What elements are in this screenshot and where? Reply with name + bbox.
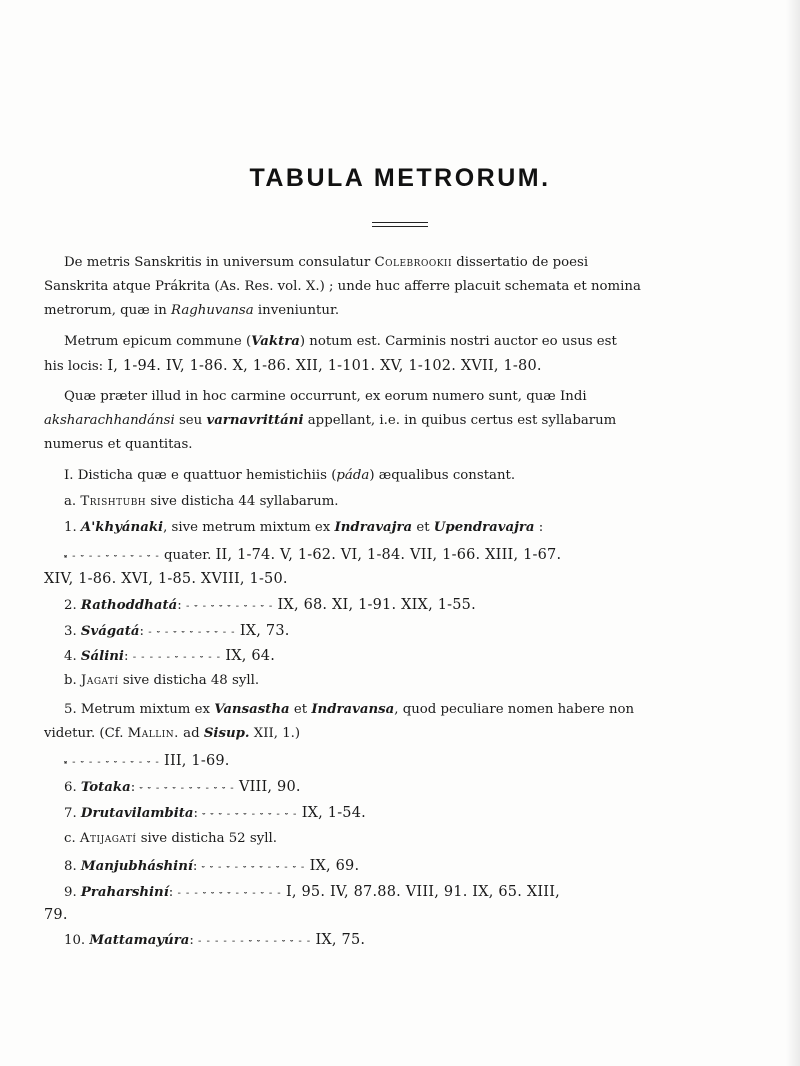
entry-text: : <box>193 806 203 821</box>
metre-scheme: ⏑ ⏑ - ⏑ ⏑ - ⏑ ⏑ - ⏑ ⏑ - <box>139 783 235 794</box>
references: XIV, 1-86. XVI, 1-85. XVIII, 1-50. <box>44 571 288 587</box>
section-text: I. Disticha quæ e quattuor hemistichiis ( <box>64 468 337 483</box>
metre-scheme: ⏑ ⏑ - ⏑ - ⏑ ⏑ ⏑ - ⏑ - ⏑ - <box>201 862 306 873</box>
work-title: Raghuvansa <box>171 303 254 318</box>
term: aksharachhandánsi <box>44 413 175 428</box>
entry-text: : <box>538 520 544 535</box>
page-edge-shadow <box>786 0 800 1066</box>
entry-number: 7. <box>64 806 77 821</box>
metre-entry <box>64 858 359 874</box>
metre-scheme: ⏓ - ⏑ - - ⏑ ⏑ - ⏑ - ⏑ - <box>64 757 160 768</box>
metre-class: Atijagatí <box>79 831 137 846</box>
entry-text: et <box>416 520 430 535</box>
intro-line-1 <box>64 255 588 270</box>
references-line <box>44 571 288 587</box>
metre-class: Jagatí <box>80 673 119 688</box>
metre-name: Totaka <box>80 780 131 795</box>
title-rule-top <box>372 222 428 223</box>
epic-text: Metrum epicum commune ( <box>64 334 252 349</box>
references: I, 1-94. IV, 1-86. X, 1-86. XII, 1-101. XV, 1-102. XVII, 1-80. <box>107 358 542 374</box>
metre-name: Rathoddhatá <box>80 598 178 613</box>
references: IX, 1-54. <box>301 805 366 821</box>
page-title: TABULA METRORUM. <box>249 164 551 192</box>
references: IX, 75. <box>315 932 366 948</box>
intro-text: inveniuntur. <box>257 303 340 318</box>
entry-number: 10. <box>64 933 86 948</box>
metre-scheme-line <box>64 547 561 563</box>
title-rule-bottom <box>372 226 428 227</box>
subsection-heading <box>64 673 259 688</box>
metre-name: A'khyánaki <box>80 520 164 535</box>
work-title: Sisup. <box>203 726 250 741</box>
epic-text: his locis: <box>44 359 104 374</box>
quae-line-3: numerus et quantitas. <box>44 437 193 452</box>
subsection-heading <box>64 494 339 509</box>
metre-name: Mattamayúra <box>89 933 190 948</box>
references: VIII, 90. <box>238 779 301 795</box>
metre-class: Trishtubh <box>80 494 147 509</box>
metre-name: Vansastha <box>214 702 290 717</box>
entry-number: 2. <box>64 598 77 613</box>
metre-name: Manjubháshiní <box>80 859 193 874</box>
entry-text: : <box>168 885 178 900</box>
metre-entry <box>64 779 301 795</box>
subsection-text: sive disticha 48 syll. <box>122 673 260 688</box>
entry-text: : <box>189 933 199 948</box>
entry-text: : <box>177 598 186 613</box>
metre-scheme: ⏑ ⏑ ⏑ - ⏑ ⏑ - ⏑ ⏑ - ⏑ - <box>202 809 298 820</box>
references-line <box>44 907 68 923</box>
metre-scheme: - ⏑ - ⏑ ⏑ ⏑ - ⏑ ⏑ - - <box>148 627 236 638</box>
epic-text: ) notum est. Carminis nostri auctor eo usus est <box>299 334 617 349</box>
entry-text: , sive metrum mixtum ex <box>163 520 331 535</box>
subsection-heading <box>64 831 277 846</box>
metre-scheme: - ⏑ - ⏑ ⏑ ⏑ - ⏑ - ⏑ - <box>185 601 274 612</box>
subsection-text: sive disticha 44 syllabarum. <box>150 494 339 509</box>
subsection-letter: a. <box>64 494 77 509</box>
entry-number: 1. <box>64 520 77 535</box>
intro-text: De metris Sanskritis in universum consulatur <box>64 255 371 270</box>
metre-name: Vaktra <box>251 334 300 349</box>
entry-number: 3. <box>64 624 77 639</box>
subsection-letter: c. <box>64 831 76 846</box>
metre-scheme: ⏓ - ⏑ - - ⏑ ⏑ - ⏑ - ⏑ - <box>64 551 160 562</box>
term: varnavrittáni <box>206 413 304 428</box>
subsection-text: sive disticha 52 syll. <box>140 831 277 846</box>
metre-entry <box>64 623 290 639</box>
entry-number: 8. <box>64 859 77 874</box>
entry-text: ad <box>183 726 200 741</box>
entry-text: : <box>139 624 149 639</box>
metre-scheme: - - - - - - ⏑ ⏑ - - ⏑ ⏑ - - <box>198 936 312 947</box>
entry-number: 5. <box>64 702 77 717</box>
entry-number: 6. <box>64 780 77 795</box>
metre-name: Upendravajra <box>433 520 535 535</box>
metre-scheme: - - - - - ⏑ - - ⏑ - - <box>132 652 222 663</box>
metre-entry <box>64 520 543 535</box>
intro-text: metrorum, quæ in <box>44 303 167 318</box>
quae-text: seu <box>178 413 203 428</box>
references: I, 95. IV, 87.88. VIII, 91. IX, 65. XIII, <box>285 884 560 900</box>
entry-number: 9. <box>64 885 77 900</box>
entry-number: 4. <box>64 649 77 664</box>
quae-line-2 <box>44 413 616 428</box>
quae-text: appellant, i.e. in quibus certus est syllabarum <box>307 413 617 428</box>
references: IX, 73. <box>239 623 290 639</box>
entry-text: et <box>293 702 308 717</box>
author-name: Colebrookii <box>374 255 453 270</box>
entry-text: : <box>192 859 202 874</box>
epic-line-1 <box>64 334 617 349</box>
metre-name: Indravansa <box>311 702 395 717</box>
references: IX, 64. <box>225 648 276 664</box>
references: 79. <box>44 907 68 923</box>
entry-text: : <box>123 649 133 664</box>
entry-text: : <box>130 780 140 795</box>
references: III, 1-69. <box>164 753 230 769</box>
references: IX, 68. XI, 1-91. XIX, 1-55. <box>277 597 476 613</box>
metre-name: Indravajra <box>334 520 413 535</box>
metre-entry <box>64 805 366 821</box>
intro-line-2: Sanskrita atque Prákrita (As. Res. vol. X.) ; unde huc afferre placuit schemata et nomina <box>44 279 641 294</box>
section-text: ) æqualibus constant. <box>369 468 516 483</box>
intro-text: dissertatio de poesi <box>456 255 589 270</box>
entry-text: XII, 1.) <box>253 726 301 741</box>
metre-name: Sálini <box>80 649 124 664</box>
metre-entry <box>64 702 634 717</box>
metre-name: Drutavilambita <box>80 806 194 821</box>
metre-entry <box>64 597 476 613</box>
term: páda <box>336 468 370 483</box>
references: IX, 69. <box>309 858 360 874</box>
metre-name: Svágatá <box>80 624 140 639</box>
subsection-letter: b. <box>64 673 77 688</box>
entry-text: , quod peculiare nomen habere non <box>394 702 635 717</box>
metre-entry <box>64 648 275 664</box>
metre-scheme-line <box>64 753 230 769</box>
intro-line-3 <box>44 303 339 318</box>
author-name: Mallin. <box>127 726 179 741</box>
epic-line-2 <box>44 358 542 374</box>
entry-text: videtur. (Cf. <box>44 726 124 741</box>
section-heading <box>64 468 515 483</box>
entry-text: quater. <box>164 548 212 563</box>
entry-text: Metrum mixtum ex <box>80 702 210 717</box>
entry-continuation <box>44 726 300 741</box>
metre-scheme: - - - ⏑ ⏑ ⏑ ⏑ - ⏑ - ⏑ - - <box>177 888 282 899</box>
metre-entry <box>64 932 365 948</box>
metre-entry <box>64 884 560 900</box>
references: II, 1-74. V, 1-62. VI, 1-84. VII, 1-66. XIII, 1-67. <box>215 547 562 563</box>
quae-line-1: Quæ præter illud in hoc carmine occurrunt, ex eorum numero sunt, quæ Indi <box>64 389 587 404</box>
metre-name: Praharshiní <box>80 885 169 900</box>
